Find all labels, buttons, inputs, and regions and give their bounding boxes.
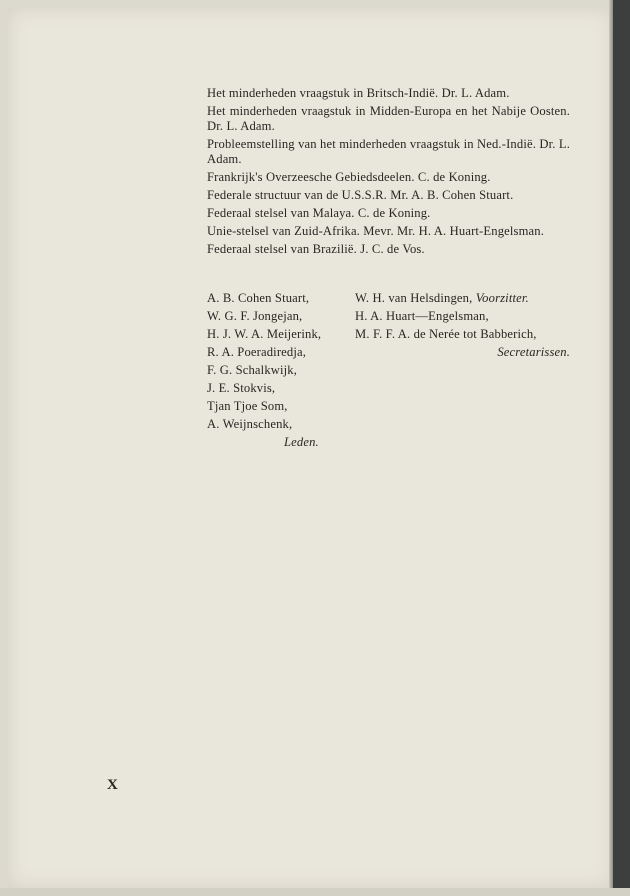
board-column bbox=[355, 289, 570, 361]
contents-entry: Het minderheden vraagstuk in Britsch-Indië. Dr. L. Adam. bbox=[207, 86, 510, 100]
member-name: R. A. Poeradiredja, bbox=[207, 345, 307, 359]
chair-line bbox=[355, 289, 570, 307]
page-number: X bbox=[107, 777, 119, 793]
chair-role: Voorzitter. bbox=[475, 291, 529, 305]
member-name: F. G. Schalkwijk, bbox=[207, 363, 298, 377]
contents-entry: Federaal stelsel van Brazilië. J. C. de Vos. bbox=[207, 242, 425, 256]
member-name: J. E. Stokvis, bbox=[207, 381, 276, 395]
member-name: A. Weijnschenk, bbox=[207, 417, 293, 431]
contents-entry: Federaal stelsel van Malaya. C. de Koning. bbox=[207, 206, 431, 220]
member-name: H. J. W. A. Meijerink, bbox=[207, 327, 322, 341]
book-spine bbox=[613, 0, 630, 896]
contents-entry: Het minderheden vraagstuk in Midden-Europa en het Nabije Oosten. Dr. L. Adam. bbox=[207, 104, 570, 133]
secretaries-label: Secretarissen. bbox=[497, 345, 570, 359]
members-column bbox=[207, 289, 357, 451]
members-label: Leden. bbox=[284, 435, 319, 449]
bottom-margin bbox=[0, 888, 630, 896]
secretary-name: H. A. Huart—Engelsman, bbox=[355, 309, 489, 323]
chair-name: W. H. van Helsdingen, bbox=[355, 291, 473, 305]
member-name: A. B. Cohen Stuart, bbox=[207, 291, 310, 305]
contents-entry: Federale structuur van de U.S.S.R. Mr. A. B. Cohen Stuart. bbox=[207, 188, 514, 202]
member-name: Tjan Tjoe Som, bbox=[207, 399, 288, 413]
contents-entry: Probleemstelling van het minderheden vraagstuk in Ned.-Indië. Dr. L. Adam. bbox=[207, 137, 570, 166]
contents-entry: Unie-stelsel van Zuid-Afrika. Mevr. Mr. H. A. Huart-Engelsman. bbox=[207, 224, 545, 238]
contents-entry: Frankrijk's Overzeesche Gebiedsdeelen. C. de Koning. bbox=[207, 170, 491, 184]
secretary-name: M. F. F. A. de Nerée tot Babberich, bbox=[355, 327, 537, 341]
contents-list bbox=[207, 86, 570, 260]
member-name: W. G. F. Jongejan, bbox=[207, 309, 303, 323]
